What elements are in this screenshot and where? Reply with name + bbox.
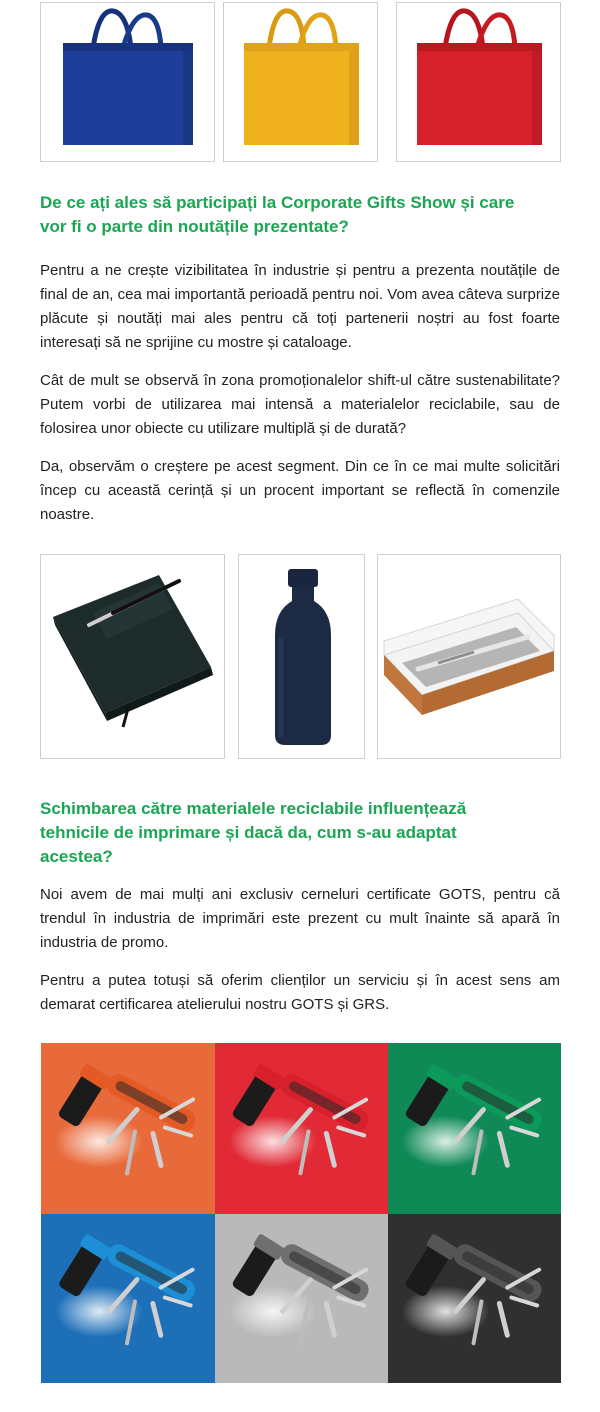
product-image-pen-in-wooden-box (377, 554, 561, 759)
product-image-red-tote-bag (396, 2, 561, 162)
multitool-flashlight-grid (41, 1043, 561, 1383)
product-image-navy-insulated-bottle (238, 554, 365, 759)
section3-answer-1: Noi avem de mai mulți ani exclusiv cerneluri certificate GOTS, pentru că trendul în industria de imprimări este prezent cu mult înainte să apară în industria de promo. (40, 886, 560, 951)
product-image-blue-tote-bag (40, 2, 215, 162)
multitool-tile-green (388, 1043, 561, 1214)
multitool-tile-red (215, 1043, 388, 1214)
section3-heading: Schimbarea către materialele reciclabile influențează tehnicile de imprimare și dacă da, cum s-au adaptat acestea? (40, 799, 467, 866)
section1-heading: De ce ați ales să participați la Corporate Gifts Show și care vor fi o parte din noutățile prezentate? (40, 193, 515, 236)
section2-answer: Da, observăm o creștere pe acest segment. Din ce în ce mai multe solicitări încep cu această cerință și un procent important se reflectă în comenzile noastre. (40, 458, 560, 523)
multitool-tile-grey (215, 1214, 388, 1383)
multitool-tile-blue (41, 1214, 215, 1383)
section1-answer: Pentru a ne crește vizibilitatea în industrie și pentru a prezenta noutățile de final de an, cea mai importantă perioadă pentru noi. Vom avea câteva surprize plăcute și noutăți mai ales pentru că toți partenerii noștri au fost foarte interesați să ne sprijine cu mostre și cataloage. (40, 262, 560, 351)
product-image-black-notebook-with-pen (40, 554, 225, 759)
product-image-yellow-tote-bag (223, 2, 378, 162)
section3-answer-2: Pentru a putea totuși să oferim clienților un serviciu și în acest sens am demarat certificarea atelierului nostru GOTS și GRS. (40, 972, 560, 1013)
multitool-tile-black (388, 1214, 561, 1383)
section2-question: Cât de mult se observă în zona promoționalelor shift-ul către sustenabilitate? Putem vorbi de utilizarea mai intensă a materialelor reciclabile, sau de folosirea unor obiecte cu utilizare multiplă și de durată? (40, 372, 560, 437)
multitool-tile-orange (41, 1043, 215, 1214)
